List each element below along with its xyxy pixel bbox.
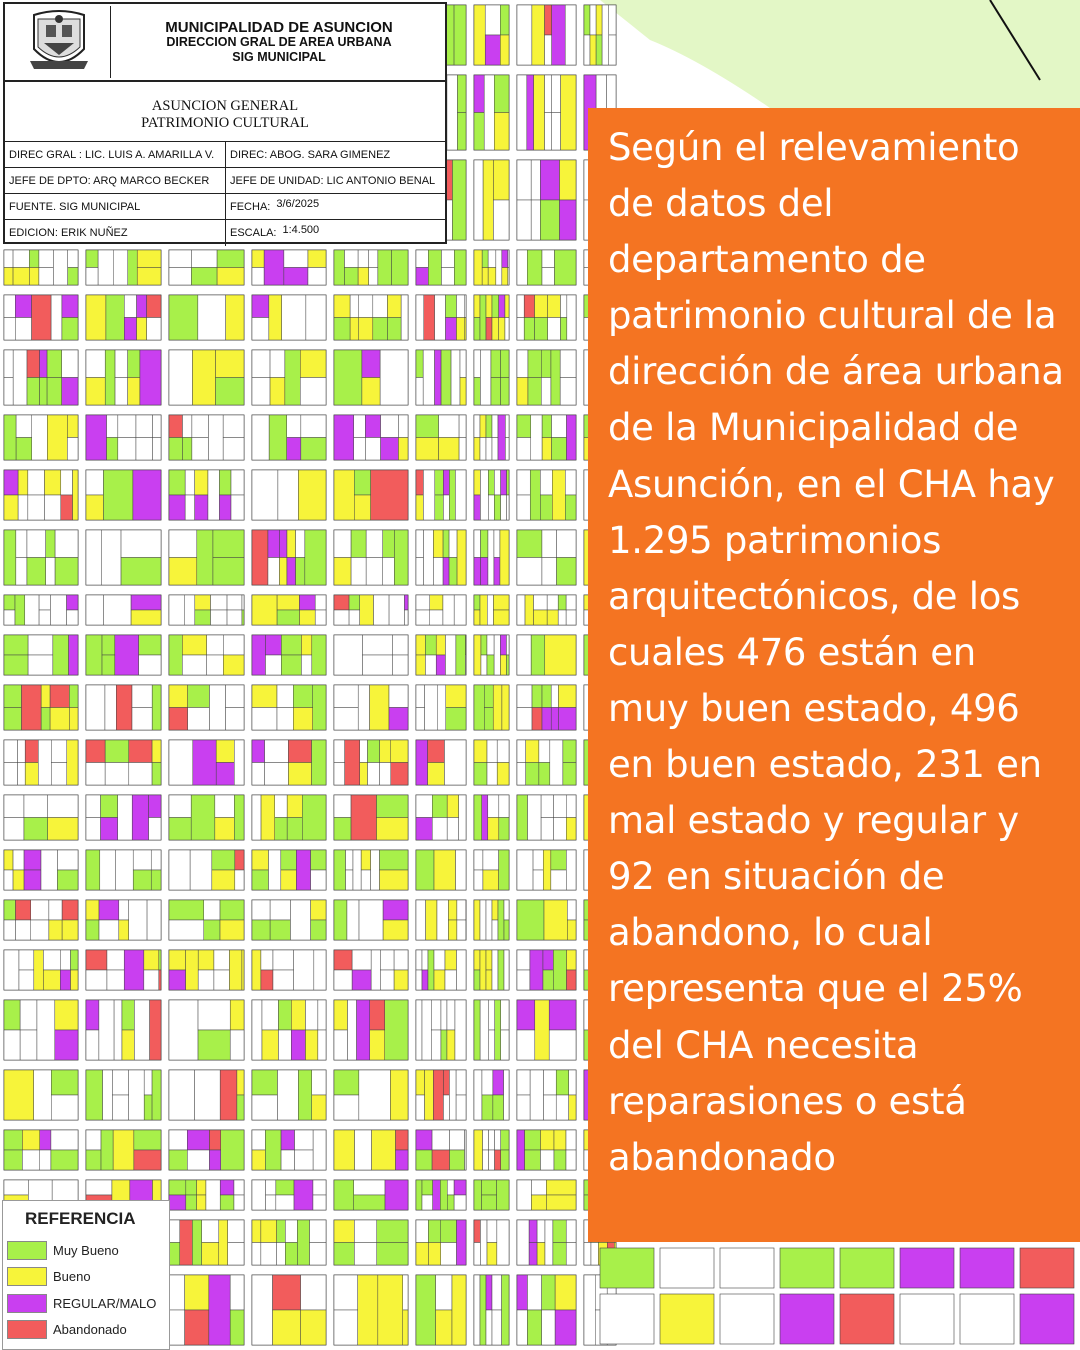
project-title-line1: ASUNCION GENERAL — [151, 98, 299, 114]
org-name: MUNICIPALIDAD DE ASUNCION — [165, 19, 393, 36]
escala-cell — [226, 220, 445, 246]
project-title-line2: PATRIMONIO CULTURAL — [141, 115, 309, 131]
info-text: Según el relevamiento de datos del departamento de patrimonio cultural de la dirección de área urbana de la Municipalidad de Asunción, en el CHA hay 1.295 patrimonios arquitectónicos, de los cuales 476 están en muy buen estado, 496 en buen estado, 231 en mal estado y regular y 92 en situación de abandono, lo cual representa que el 25% del CHA necesita reparasiones o está abandonado — [608, 126, 1064, 1179]
riverside-park — [600, 0, 1080, 108]
jefe-dpto-cell: JEFE DE DPTO: ARQ MARCO BECKER — [5, 168, 226, 193]
legend-item-muy-bueno — [7, 1237, 169, 1264]
title-block-row — [5, 194, 445, 220]
legend-item-bueno — [7, 1264, 169, 1291]
map-title-block — [3, 2, 447, 244]
title-block-header — [5, 4, 445, 82]
edicion-cell: EDICION: ERIK NUÑEZ — [5, 220, 226, 246]
legend-item-abandonado — [7, 1317, 169, 1344]
legend-label: Abandonado — [53, 1322, 127, 1338]
fecha-value: 3/6/2025 — [276, 198, 320, 210]
legend-label: Bueno — [53, 1269, 91, 1285]
legend-label: REGULAR/MALO — [53, 1295, 157, 1311]
direc-gral-cell: DIREC GRAL : LIC. LUIS A. AMARILLA V. — [5, 142, 226, 167]
legend-swatch — [7, 1241, 47, 1260]
legend-title: REFERENCIA — [25, 1209, 136, 1228]
fecha-label: FECHA: — [230, 201, 271, 213]
legend-label: Muy Bueno — [53, 1242, 119, 1258]
org-unit: SIG MUNICIPAL — [232, 50, 326, 64]
jefe-unidad-cell: JEFE DE UNIDAD: LIC ANTONIO BENAL — [230, 175, 436, 187]
title-block-row — [5, 168, 445, 194]
info-text-panel — [588, 108, 1080, 1242]
fuente-cell: FUENTE. SIG MUNICIPAL — [5, 194, 226, 219]
direc-cell: DIREC: ABOG. SARA GIMENEZ — [230, 149, 391, 161]
title-block-row — [5, 220, 445, 246]
legend-swatch — [7, 1294, 47, 1313]
title-block-grid — [5, 142, 445, 246]
legend-swatch — [7, 1320, 47, 1339]
title-block-row — [5, 142, 445, 168]
legend-swatch — [7, 1267, 47, 1286]
legend-item-regular-malo — [7, 1290, 169, 1317]
fecha-cell — [226, 194, 445, 219]
parcel-blocks-south — [600, 1248, 1074, 1344]
map-legend — [2, 1200, 170, 1350]
org-direction: DIRECCION GRAL DE AREA URBANA — [166, 35, 392, 49]
escala-value: 1:4.500 — [282, 224, 320, 236]
escala-label: ESCALA: — [230, 227, 277, 239]
municipal-coat-of-arms-icon — [7, 6, 111, 78]
project-title — [5, 84, 445, 142]
